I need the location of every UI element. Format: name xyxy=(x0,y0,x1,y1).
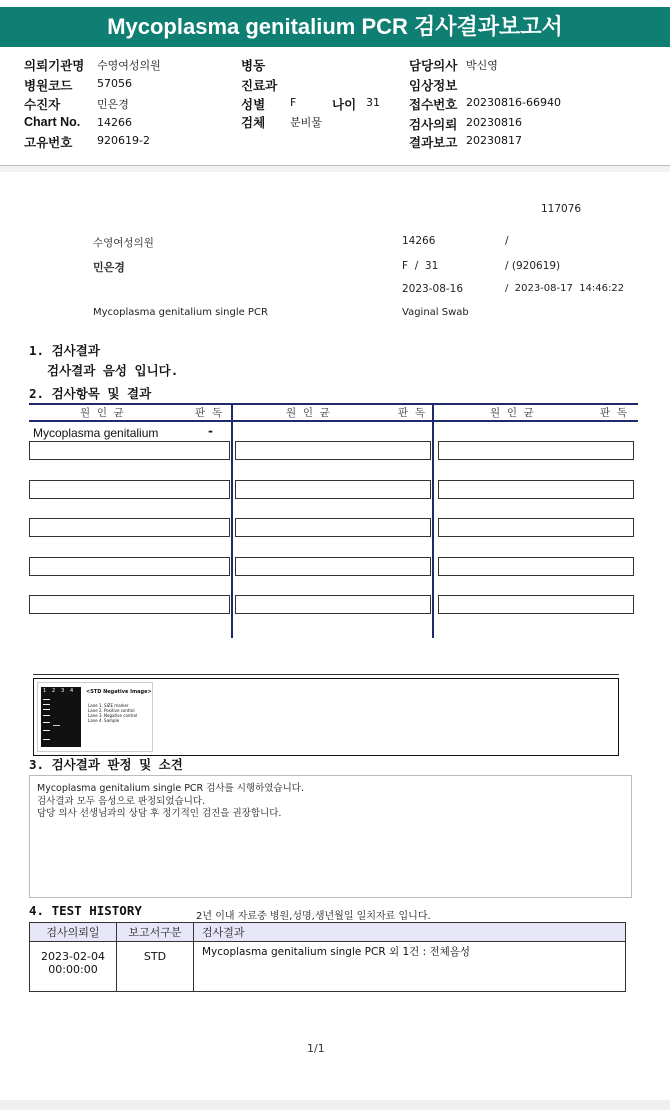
history-result-cell xyxy=(194,942,626,992)
history-note: 2년 이내 자료중 병원,성명,생년월일 일치자료 입니다. xyxy=(196,911,431,922)
header-value-request-date: 20230816 xyxy=(466,116,522,129)
gel-band xyxy=(43,739,50,740)
header-label-receipt-no: 접수번호 xyxy=(409,98,458,112)
header-label-unique-no: 고유번호 xyxy=(24,136,73,150)
gel-legend-item: Lane 4. Sample xyxy=(88,718,120,723)
result-judgment-value: - xyxy=(208,424,213,438)
separator-band xyxy=(0,166,670,172)
lane-label-2: 2 xyxy=(52,688,56,694)
result-cell xyxy=(438,595,634,614)
header-label-report-date: 결과보고 xyxy=(409,136,458,150)
history-col-result: 검사결과 xyxy=(194,923,626,942)
mid-test-name: Mycoplasma genitalium single PCR xyxy=(93,307,268,318)
gel-band xyxy=(43,699,50,700)
gel-band xyxy=(43,715,50,716)
mid-report-datetime: / 2023-08-17 14:46:22 xyxy=(505,283,625,294)
gel-photo xyxy=(41,687,81,747)
section-3-title: 3. 검사결과 판정 및 소견 xyxy=(29,757,183,772)
result-cell xyxy=(29,480,230,499)
result-cell xyxy=(438,480,634,499)
result-cell xyxy=(235,441,431,460)
col-header-pathogen-2: 원 인 균 xyxy=(286,407,330,419)
header-label-specimen: 검체 xyxy=(241,116,266,130)
lane-label-3: 3 xyxy=(61,688,65,694)
gel-band xyxy=(43,709,50,710)
header-value-chart-no: 14266 xyxy=(97,116,132,129)
gel-band xyxy=(43,722,50,723)
history-date: 2023-02-04 xyxy=(41,950,105,963)
mid-specimen: Vaginal Swab xyxy=(402,307,469,318)
history-row xyxy=(30,942,626,992)
header-value-doctor: 박신영 xyxy=(466,59,498,72)
header-value-clinic: 수영여성의원 xyxy=(97,59,161,72)
history-time: 00:00:00 xyxy=(48,963,98,976)
header-label-chart-no: Chart No. xyxy=(24,115,81,129)
history-type-cell xyxy=(117,942,194,992)
image-top-rule xyxy=(33,674,619,675)
gel-band xyxy=(53,725,60,726)
result-cell xyxy=(29,557,230,576)
header-label-patient: 수진자 xyxy=(24,98,61,112)
header-label-ward: 병동 xyxy=(241,59,266,73)
gel-image xyxy=(37,682,153,752)
footer-band xyxy=(0,1100,670,1110)
col-header-judgment-2: 판 독 xyxy=(398,407,425,419)
header-label-clinic: 의뢰기관명 xyxy=(24,59,85,73)
lane-label-1: 1 xyxy=(43,688,47,694)
result-summary: 검사결과 음성 입니다. xyxy=(47,363,179,378)
table-header-rule xyxy=(29,420,638,422)
mid-birth: / (920619) xyxy=(505,260,561,272)
result-cell xyxy=(235,557,431,576)
page-number: 1/1 xyxy=(307,1042,325,1055)
report-code: 117076 xyxy=(541,203,582,215)
mid-sex-age: F / 31 xyxy=(402,260,439,272)
gel-band xyxy=(43,704,50,705)
opinion-line: Mycoplasma genitalium single PCR 검사를 시행하였습니다. xyxy=(37,783,304,794)
result-cell xyxy=(29,518,230,537)
header-label-dept: 진료과 xyxy=(241,79,278,93)
history-type: STD xyxy=(143,950,167,963)
section-4-title: 4. TEST HISTORY xyxy=(29,903,142,918)
gel-legend-item: Lane 1. SIZE marker xyxy=(88,703,129,708)
header-label-doctor: 담당의사 xyxy=(409,59,458,73)
history-result: Mycoplasma genitalium single PCR 외 1건 : 전체음성 xyxy=(202,946,471,958)
section-2-title: 2. 검사항목 및 결과 xyxy=(29,386,152,401)
gel-legend-item: Lane 2. Positive control xyxy=(88,708,135,713)
gel-legend xyxy=(88,703,137,723)
history-table xyxy=(29,922,626,992)
lane-label-4: 4 xyxy=(70,688,74,694)
mid-slash: / xyxy=(505,235,509,247)
header-label-hospital-code: 병원코드 xyxy=(24,79,73,93)
section-1-title: 1. 검사결과 xyxy=(29,343,100,358)
header-value-sex: F xyxy=(290,96,297,109)
opinion-line: 담당 의사 선생님과의 상담 후 정기적인 검진을 권장합니다. xyxy=(37,808,282,819)
table-divider-1 xyxy=(231,403,233,638)
col-header-pathogen-3: 원 인 균 xyxy=(490,407,534,419)
history-col-type: 보고서구분 xyxy=(117,923,194,942)
result-cell xyxy=(235,480,431,499)
col-header-judgment-1: 판 독 xyxy=(195,407,222,419)
result-cell xyxy=(235,518,431,537)
header-value-patient: 민은경 xyxy=(97,98,129,111)
gel-legend-item: Lane 3. Negative control xyxy=(88,713,138,718)
header-label-request-date: 검사의뢰 xyxy=(409,118,458,132)
header-label-sex: 성별 xyxy=(241,98,266,112)
history-col-date: 검사의뢰일 xyxy=(30,923,117,942)
report-title: Mycoplasma genitalium PCR 검사결과보고서 xyxy=(0,7,670,47)
result-cell xyxy=(29,441,230,460)
mid-patient: 민은경 xyxy=(93,261,125,274)
header-value-receipt-no: 20230816-66940 xyxy=(466,96,561,109)
header-value-hospital-code: 57056 xyxy=(97,77,132,90)
header-value-specimen: 분비물 xyxy=(290,116,322,129)
result-cell xyxy=(438,518,634,537)
mid-request-date: 2023-08-16 xyxy=(402,283,464,295)
header-value-report-date: 20230817 xyxy=(466,134,522,147)
result-cell xyxy=(235,595,431,614)
result-cell xyxy=(438,557,634,576)
mid-clinic: 수영여성의원 xyxy=(93,237,154,249)
result-cell xyxy=(29,595,230,614)
mid-chart-no: 14266 xyxy=(402,235,436,247)
header-value-unique-no: 920619-2 xyxy=(97,134,150,147)
col-header-judgment-3: 판 독 xyxy=(600,407,627,419)
result-pathogen-name: Mycoplasma genitalium xyxy=(33,426,159,440)
opinion-line: 검사결과 모두 음성으로 판정되었습니다. xyxy=(37,796,206,807)
header-label-age: 나이 xyxy=(332,98,357,112)
result-cell xyxy=(438,441,634,460)
gel-band xyxy=(43,730,50,731)
gel-title: <STD Negative Image> xyxy=(86,689,152,695)
history-header-row xyxy=(30,923,626,942)
col-header-pathogen-1: 원 인 균 xyxy=(80,407,124,419)
table-divider-2 xyxy=(432,403,434,638)
history-date-cell xyxy=(30,942,117,992)
header-value-age: 31 xyxy=(366,96,380,109)
header-label-clinical-info: 임상정보 xyxy=(409,79,458,93)
